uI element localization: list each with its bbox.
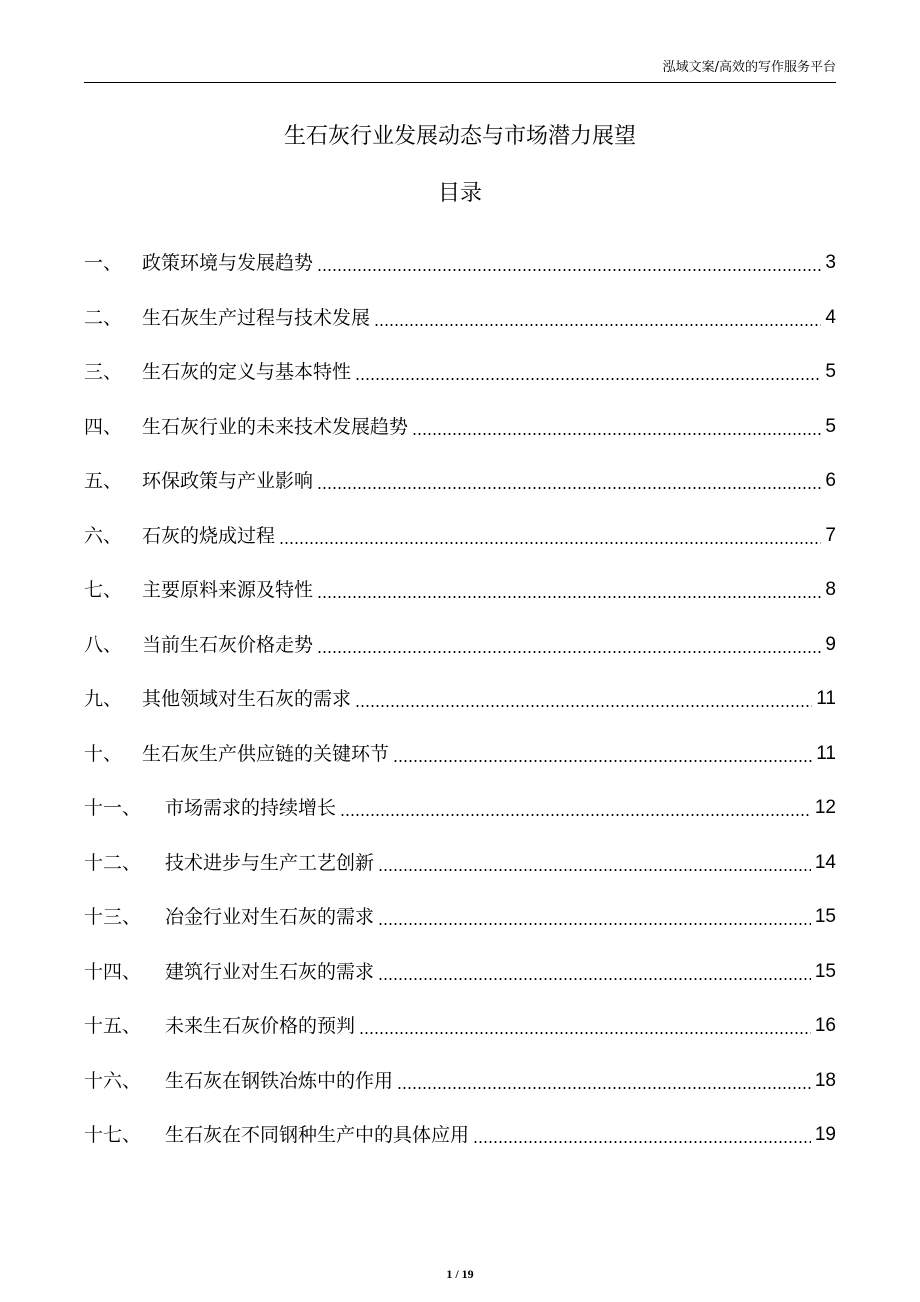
toc-entry-page: 15 [814, 960, 836, 982]
toc-entry-title: 其他领域对生石灰的需求 [142, 688, 352, 711]
toc-entry-page: 7 [825, 524, 836, 546]
toc-entry-title: 生石灰的定义与基本特性 [142, 361, 352, 384]
toc-entry[interactable] [84, 563, 836, 618]
toc-entry-number: 二、 [84, 306, 123, 329]
toc-entry-title: 生石灰在不同钢种生产中的具体应用 [165, 1124, 470, 1147]
toc-entry-title: 当前生石灰价格走势 [142, 633, 314, 656]
toc-dot-leader [393, 760, 812, 762]
toc-entry-title: 主要原料来源及特性 [142, 579, 314, 602]
toc-dot-leader [378, 978, 811, 980]
toc-entry[interactable] [84, 236, 836, 291]
toc-dot-leader [397, 1087, 811, 1089]
toc-heading: 目录 [437, 181, 482, 206]
toc-entry-number: 十七、 [84, 1124, 142, 1147]
toc-entry-number: 十六、 [84, 1069, 142, 1092]
toc-entry-number: 十四、 [84, 960, 142, 983]
toc-dot-leader [317, 487, 821, 489]
toc-entry[interactable] [84, 345, 836, 400]
toc-entry-title: 未来生石灰价格的预判 [165, 1015, 356, 1038]
toc-entry-number: 九、 [84, 688, 123, 711]
toc-entry[interactable] [84, 781, 836, 836]
toc-entry[interactable] [84, 454, 836, 509]
toc-dot-leader [412, 433, 821, 435]
toc-dot-leader [340, 814, 811, 816]
toc-entry-page: 3 [825, 252, 836, 274]
toc-entry-number: 一、 [84, 252, 123, 275]
toc-entry[interactable] [84, 400, 836, 455]
toc-dot-leader [473, 1141, 811, 1143]
toc-dot-leader [355, 378, 821, 380]
toc-entry-number: 十一、 [84, 797, 142, 820]
toc-entry-number: 十三、 [84, 906, 142, 929]
toc-dot-leader [355, 705, 812, 707]
toc-entry-page: 9 [825, 633, 836, 655]
toc-entry[interactable] [84, 291, 836, 346]
toc-dot-leader [378, 923, 811, 925]
toc-entry[interactable] [84, 509, 836, 564]
toc-entry[interactable] [84, 836, 836, 891]
toc-dot-leader [317, 269, 821, 271]
toc-entry[interactable] [84, 727, 836, 782]
toc-entry-page: 19 [814, 1124, 836, 1146]
toc-entry-title: 石灰的烧成过程 [142, 524, 276, 547]
toc-entry-page: 6 [825, 470, 836, 492]
toc-entry-title: 环保政策与产业影响 [142, 470, 314, 493]
toc-entry-title: 生石灰行业的未来技术发展趋势 [142, 415, 409, 438]
toc-entry-number: 八、 [84, 633, 123, 656]
toc-entry-title: 技术进步与生产工艺创新 [165, 851, 375, 874]
toc-entry-number: 六、 [84, 524, 123, 547]
toc-entry-number: 三、 [84, 361, 123, 384]
toc-entry[interactable] [84, 618, 836, 673]
toc-entry-number: 十五、 [84, 1015, 142, 1038]
toc-entry-number: 四、 [84, 415, 123, 438]
toc-entry[interactable] [84, 999, 836, 1054]
toc-entry[interactable] [84, 672, 836, 727]
table-of-contents [84, 236, 836, 1163]
document-title: 生石灰行业发展动态与市场潜力展望 [283, 124, 636, 149]
toc-entry-number: 五、 [84, 470, 123, 493]
toc-dot-leader [374, 324, 821, 326]
toc-entry-number: 十二、 [84, 851, 142, 874]
toc-dot-leader [317, 651, 821, 653]
toc-entry-page: 4 [825, 306, 836, 328]
toc-entry-number: 十、 [84, 742, 123, 765]
toc-entry-page: 15 [814, 906, 836, 928]
toc-entry[interactable] [84, 1054, 836, 1109]
toc-entry-page: 11 [816, 688, 836, 710]
toc-entry-number: 七、 [84, 579, 123, 602]
toc-entry-page: 12 [814, 797, 836, 819]
toc-dot-leader [378, 869, 811, 871]
toc-entry-title: 生石灰生产供应链的关键环节 [142, 742, 390, 765]
toc-dot-leader [317, 596, 821, 598]
toc-entry-page: 16 [814, 1015, 836, 1037]
toc-entry[interactable] [84, 1108, 836, 1163]
toc-dot-leader [359, 1032, 811, 1034]
toc-entry-page: 14 [814, 851, 836, 873]
toc-entry-title: 冶金行业对生石灰的需求 [165, 906, 375, 929]
toc-entry[interactable] [84, 890, 836, 945]
toc-entry-page: 5 [825, 361, 836, 383]
page-number-footer: 1 / 19 [446, 1267, 474, 1281]
toc-entry[interactable] [84, 945, 836, 1000]
toc-entry-title: 生石灰在钢铁冶炼中的作用 [165, 1069, 394, 1092]
page-header-text: 泓域文案/高效的写作服务平台 [662, 60, 836, 75]
toc-entry-title: 市场需求的持续增长 [165, 797, 337, 820]
toc-dot-leader [279, 542, 821, 544]
toc-entry-page: 5 [825, 415, 836, 437]
toc-entry-page: 11 [816, 742, 836, 764]
toc-entry-title: 建筑行业对生石灰的需求 [165, 960, 375, 983]
toc-entry-page: 8 [825, 579, 836, 601]
header-divider [84, 82, 836, 83]
toc-entry-page: 18 [814, 1069, 836, 1091]
toc-entry-title: 生石灰生产过程与技术发展 [142, 306, 371, 329]
toc-entry-title: 政策环境与发展趋势 [142, 252, 314, 275]
